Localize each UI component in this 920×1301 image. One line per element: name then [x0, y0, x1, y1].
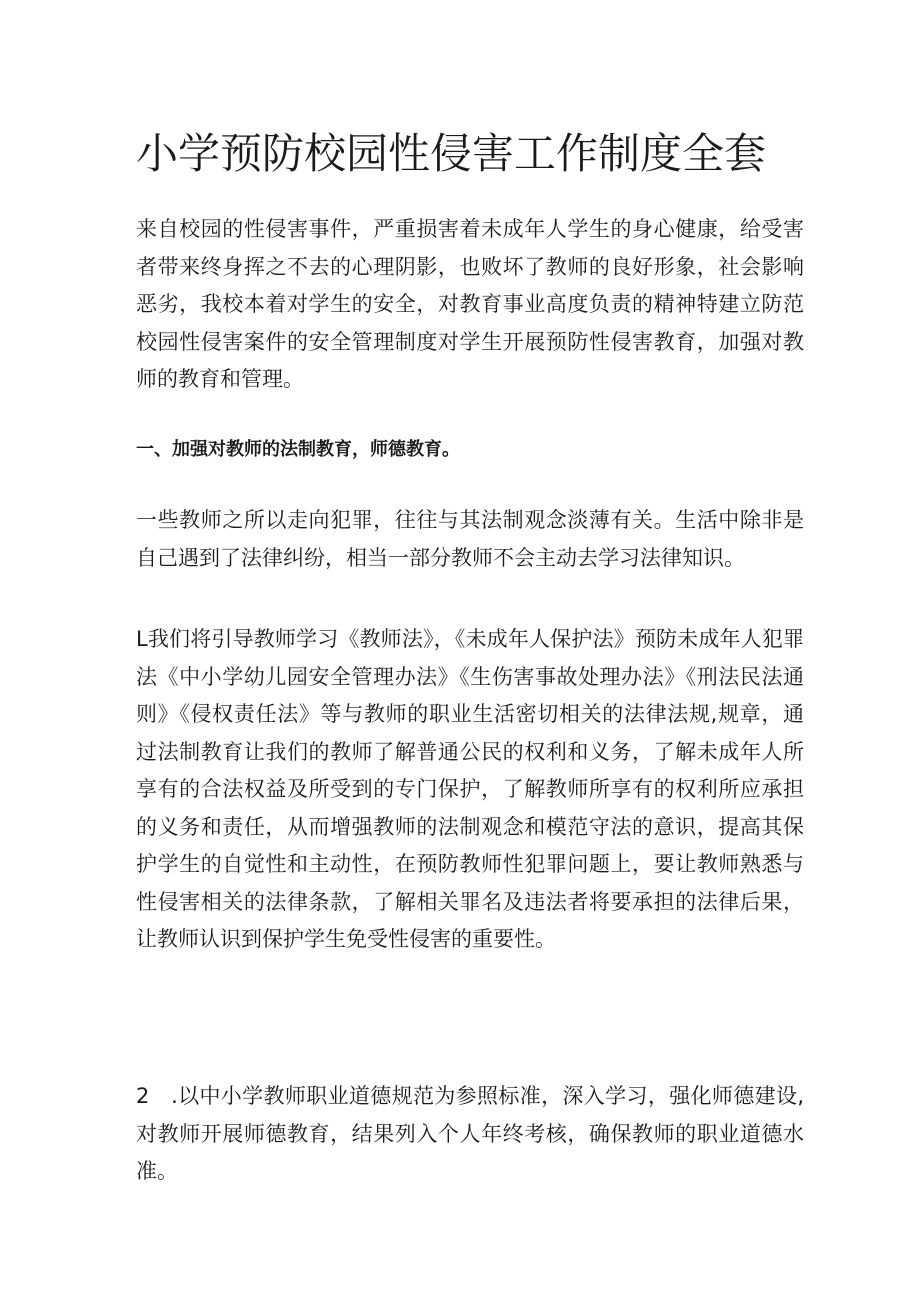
section-1-item-1: L我们将引导教师学习《教师法》，《未成年人保护法》预防未成年人犯罪法《中小学幼儿园安全管理办法》《生伤害事故处理办法》《刑法民法通则》《侵权责任法》等与教师的职业生活密切相关的法律法规,规章，通过法制教育让我们的教师了解普通公民的权利和义务，了解未成年人所享有的合法权益及所受到的专门保护，了解教师所享有的权利所应承担的义务和责任，从而增强教师的法制观念和模范守法的意识，提高其保护学生的自觉性和主动性，在预防教师性犯罪问题上，要让教师熟悉与性侵害相关的法律条款，了解相关罪名及违法者将要承担的法律后果，让教师认识到保护学生免受性侵害的重要性。	[136, 627, 804, 951]
document-title: 小学预防校园性侵害工作制度全套	[136, 129, 767, 178]
intro-paragraph: 来自校园的性侵害事件，严重损害着未成年人学生的身心健康，给受害者带来终身挥之不去的心理阴影，也败坏了教师的良好形象，社会影响恶劣，我校本着对学生的安全，对教育事业高度负责的精神特建立防范校园性侵害案件的安全管理制度对学生开展预防性侵害教育，加强对教师的教育和管理。	[136, 217, 804, 391]
section-1-paragraph: 一些教师之所以走向犯罪，往往与其法制观念淡薄有关。生活中除非是自己遇到了法律纠纷，相当一部分教师不会主动去学习法律知识。	[136, 508, 804, 570]
section-heading-1: 一、加强对教师的法制教育，师德教育。	[136, 439, 460, 460]
section-1-item-2: 2 .以中小学教师职业道德规范为参照标准，深入学习，强化师德建设,对教师开展师德教育，结果列入个人年终考核，确保教师的职业道德水准。	[136, 1084, 804, 1183]
